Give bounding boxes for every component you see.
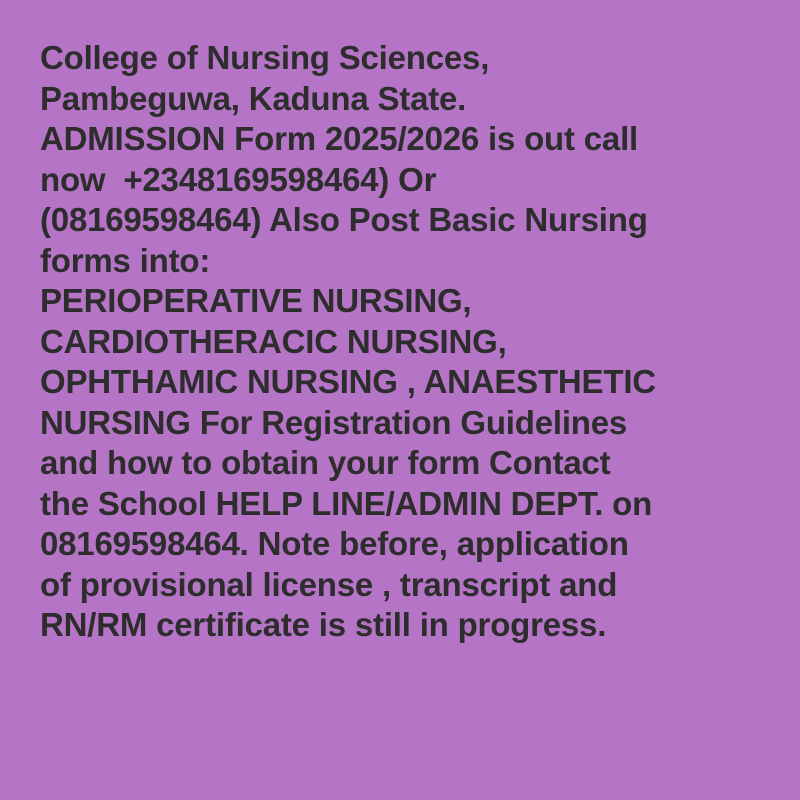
post-text-line: of provisional license , transcript and [40,565,618,603]
post-text-line: College of Nursing Sciences, [40,39,490,76]
post-text-line: the School HELP LINE/ADMIN DEPT. on [40,484,653,522]
post-text-line: ADMISSION Form 2025/2026 is out call [40,120,639,157]
post-text-line: and how to obtain your form Contact [40,444,611,481]
post-text-line: now +2348169598464) Or [40,160,437,198]
post-text-line: PERIOPERATIVE NURSING, [40,282,472,319]
post-text-line: Pambeguwa, Kaduna State. [40,79,467,117]
post-text-line: (08169598464) Also Post Basic Nursing [40,201,648,238]
post-text-line: forms into: [40,241,211,279]
post-text-line: RN/RM certificate is still in progress. [40,606,607,643]
post-text-line: 08169598464. Note before, application [40,525,629,562]
post-text [40,38,770,646]
post-text-line: NURSING For Registration Guidelines [40,403,628,441]
post-text-line: OPHTHAMIC NURSING , ANAESTHETIC [40,363,656,400]
post-text-line: CARDIOTHERACIC NURSING, [40,322,507,360]
